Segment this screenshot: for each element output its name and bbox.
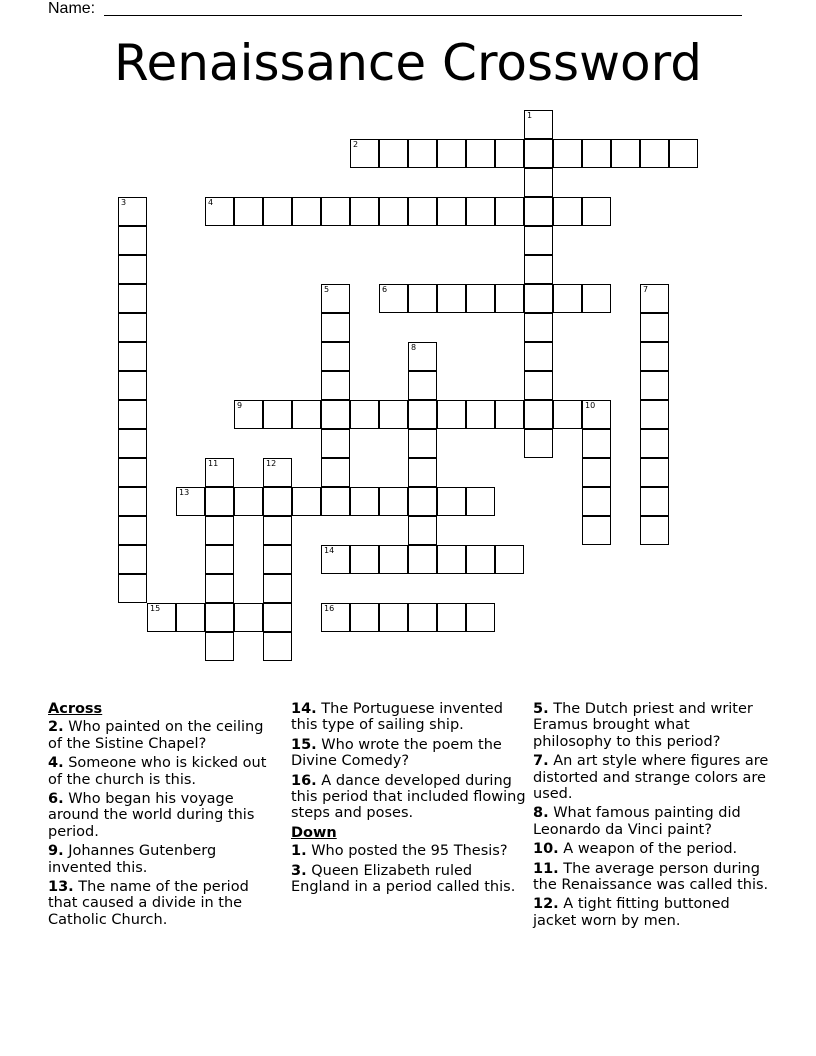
crossword-cell[interactable] — [118, 574, 147, 603]
crossword-cell[interactable] — [408, 545, 437, 574]
clue-item — [533, 896, 769, 929]
crossword-cell[interactable] — [524, 110, 553, 139]
clue-text: The name of the period that caused a divide in the Catholic Church. — [48, 879, 249, 928]
crossword-cell[interactable] — [408, 400, 437, 429]
clue-number: 10 — [585, 401, 596, 410]
crossword-cell[interactable] — [379, 603, 408, 632]
clue-text: Johannes Gutenberg invented this. — [48, 843, 217, 876]
clue-number: 13 — [179, 488, 190, 497]
clue-text: A dance developed during this period that included flowing steps and poses. — [291, 772, 526, 822]
clue-number-label: 1. — [291, 843, 307, 860]
crossword-cell[interactable] — [553, 400, 582, 429]
crossword-cell[interactable] — [263, 545, 292, 574]
crossword-cell[interactable] — [118, 487, 147, 516]
crossword-cell[interactable] — [553, 139, 582, 168]
crossword-cell[interactable] — [553, 197, 582, 226]
clue-item — [291, 843, 527, 859]
clue-item — [533, 701, 769, 750]
clue-number-label: 14. — [291, 701, 317, 717]
clue-number-label: 8. — [533, 805, 549, 822]
crossword-cell[interactable] — [118, 197, 147, 226]
crossword-cell[interactable] — [118, 284, 147, 313]
clue-item — [48, 843, 278, 876]
clue-item — [533, 861, 769, 894]
clue-text: Who began his voyage around the world during this period. — [48, 791, 255, 840]
crossword-cell[interactable] — [640, 284, 669, 313]
crossword-cell[interactable] — [466, 284, 495, 313]
crossword-cell[interactable] — [234, 197, 263, 226]
crossword-cell[interactable] — [408, 487, 437, 516]
crossword-cell[interactable] — [466, 487, 495, 516]
crossword-cell[interactable] — [437, 545, 466, 574]
crossword-cell[interactable] — [524, 371, 553, 400]
crossword-cell[interactable] — [408, 197, 437, 226]
crossword-cell[interactable] — [205, 516, 234, 545]
clue-text: Someone who is kicked out of the church is this. — [48, 755, 267, 788]
crossword-cell[interactable] — [495, 197, 524, 226]
crossword-cell[interactable] — [379, 487, 408, 516]
crossword-cell[interactable] — [582, 197, 611, 226]
clue-text: The Dutch priest and writer Eramus brought what philosophy to this period? — [533, 701, 753, 750]
clue-number: 16 — [324, 604, 335, 613]
crossword-cell[interactable] — [466, 139, 495, 168]
page-title: Renaissance Crossword — [113, 34, 702, 92]
crossword-cell[interactable] — [582, 429, 611, 458]
clue-number-label: 10. — [533, 841, 559, 858]
clue-item — [48, 879, 278, 928]
crossword-cell[interactable] — [466, 603, 495, 632]
crossword-cell[interactable] — [147, 603, 176, 632]
crossword-cell[interactable] — [582, 139, 611, 168]
crossword-cell[interactable] — [408, 342, 437, 371]
crossword-cell[interactable] — [408, 458, 437, 487]
crossword-cell[interactable] — [640, 400, 669, 429]
crossword-cell[interactable] — [321, 545, 350, 574]
down-clue-list — [291, 843, 527, 895]
crossword-cell[interactable] — [408, 284, 437, 313]
clue-item — [291, 701, 527, 734]
crossword-cell[interactable] — [524, 139, 553, 168]
clue-number-label: 3. — [291, 862, 307, 879]
crossword-cell[interactable] — [292, 487, 321, 516]
across-heading: Across — [48, 701, 103, 717]
crossword-cell[interactable] — [263, 632, 292, 661]
crossword-cell[interactable] — [205, 574, 234, 603]
crossword-cell[interactable] — [118, 342, 147, 371]
clue-number-label: 9. — [48, 843, 64, 860]
crossword-cell[interactable] — [582, 284, 611, 313]
clue-number-label: 4. — [48, 755, 64, 772]
crossword-cell[interactable] — [292, 197, 321, 226]
crossword-cell[interactable] — [379, 545, 408, 574]
clue-column-1 — [48, 701, 278, 931]
crossword-cell[interactable] — [495, 545, 524, 574]
crossword-cell[interactable] — [205, 632, 234, 661]
clue-number: 9 — [237, 401, 243, 410]
crossword-cell[interactable] — [495, 284, 524, 313]
crossword-cell[interactable] — [466, 400, 495, 429]
clue-number-label: 13. — [48, 879, 74, 896]
clue-text: Queen Elizabeth ruled England in a period called this. — [291, 862, 516, 896]
crossword-cell[interactable] — [263, 603, 292, 632]
clue-number: 5 — [324, 285, 330, 294]
crossword-cell[interactable] — [495, 400, 524, 429]
crossword-cell[interactable] — [524, 342, 553, 371]
clue-number-label: 15. — [291, 736, 317, 753]
crossword-cell[interactable] — [611, 139, 640, 168]
clue-number-label: 5. — [533, 701, 549, 717]
crossword-cell[interactable] — [321, 371, 350, 400]
crossword-cell[interactable] — [205, 487, 234, 516]
clue-number-label: 16. — [291, 772, 317, 789]
across-clue-list-continued — [291, 701, 527, 822]
crossword-cell[interactable] — [118, 371, 147, 400]
crossword-cell[interactable] — [292, 400, 321, 429]
crossword-cell[interactable] — [321, 487, 350, 516]
clue-text: Who painted on the ceiling of the Sistine Chapel? — [48, 719, 264, 752]
crossword-cell[interactable] — [176, 487, 205, 516]
crossword-cell[interactable] — [437, 400, 466, 429]
crossword-cell[interactable] — [640, 371, 669, 400]
crossword-cell[interactable] — [437, 284, 466, 313]
crossword-cell[interactable] — [350, 197, 379, 226]
crossword-cell[interactable] — [553, 284, 582, 313]
crossword-cell[interactable] — [205, 603, 234, 632]
crossword-cell[interactable] — [524, 429, 553, 458]
crossword-cell[interactable] — [669, 139, 698, 168]
crossword-cell[interactable] — [640, 458, 669, 487]
clue-item — [291, 863, 527, 896]
crossword-cell[interactable] — [582, 516, 611, 545]
crossword-cell[interactable] — [118, 429, 147, 458]
clue-text: Who wrote the poem the Divine Comedy? — [291, 736, 502, 770]
clue-number: 7 — [643, 285, 649, 294]
clue-number-label: 11. — [533, 860, 559, 877]
clue-number-label: 2. — [48, 719, 64, 736]
crossword-cell[interactable] — [350, 400, 379, 429]
crossword-cell[interactable] — [640, 139, 669, 168]
crossword-cell[interactable] — [524, 284, 553, 313]
clue-number-label: 12. — [533, 896, 559, 913]
name-label: Name: — [48, 0, 96, 17]
clue-item — [291, 737, 527, 770]
crossword-cell[interactable] — [524, 168, 553, 197]
clue-number: 14 — [324, 546, 335, 555]
clue-column-3 — [533, 701, 769, 932]
crossword-cell[interactable] — [408, 429, 437, 458]
crossword-cell[interactable] — [205, 458, 234, 487]
clue-item — [48, 755, 278, 788]
crossword-cell[interactable] — [437, 197, 466, 226]
crossword-cell[interactable] — [118, 545, 147, 574]
clue-number: 12 — [266, 459, 277, 468]
crossword-cell[interactable] — [234, 603, 263, 632]
crossword-cell[interactable] — [263, 400, 292, 429]
crossword-cell[interactable] — [379, 197, 408, 226]
clue-number: 6 — [382, 285, 388, 294]
crossword-cell[interactable] — [640, 313, 669, 342]
down-clue-list-continued — [533, 701, 769, 929]
clue-item — [533, 753, 769, 802]
crossword-cell[interactable] — [118, 516, 147, 545]
crossword-cell[interactable] — [321, 603, 350, 632]
crossword-cell[interactable] — [379, 284, 408, 313]
crossword-cell[interactable] — [524, 197, 553, 226]
across-clue-list — [48, 719, 278, 928]
crossword-cell[interactable] — [466, 545, 495, 574]
crossword-cell[interactable] — [350, 139, 379, 168]
clue-item — [48, 791, 278, 840]
crossword-cell[interactable] — [640, 516, 669, 545]
clue-text: The Portuguese invented this type of sailing ship. — [291, 701, 503, 734]
crossword-cell[interactable] — [408, 139, 437, 168]
crossword-cell[interactable] — [118, 458, 147, 487]
clue-number: 2 — [353, 140, 359, 149]
crossword-cell[interactable] — [379, 400, 408, 429]
clue-item — [48, 719, 278, 752]
crossword-cell[interactable] — [321, 400, 350, 429]
crossword-cell[interactable] — [437, 603, 466, 632]
clue-item — [533, 841, 769, 857]
crossword-cell[interactable] — [640, 487, 669, 516]
crossword-cell[interactable] — [205, 197, 234, 226]
crossword-cell[interactable] — [350, 487, 379, 516]
crossword-cell[interactable] — [524, 400, 553, 429]
crossword-cell[interactable] — [640, 429, 669, 458]
crossword-cell[interactable] — [234, 400, 263, 429]
clue-number: 8 — [411, 343, 417, 352]
crossword-cell[interactable] — [582, 487, 611, 516]
crossword-cell[interactable] — [408, 516, 437, 545]
clue-number: 11 — [208, 459, 219, 468]
crossword-cell[interactable] — [640, 342, 669, 371]
crossword-cell[interactable] — [205, 545, 234, 574]
clue-column-2 — [291, 701, 527, 898]
crossword-cell[interactable] — [524, 226, 553, 255]
crossword-cell[interactable] — [263, 458, 292, 487]
crossword-cell[interactable] — [350, 603, 379, 632]
crossword-cell[interactable] — [524, 313, 553, 342]
crossword-cell[interactable] — [118, 255, 147, 284]
crossword-cell[interactable] — [234, 487, 263, 516]
crossword-cell[interactable] — [176, 603, 205, 632]
crossword-cell[interactable] — [263, 197, 292, 226]
clue-text: Who posted the 95 Thesis? — [306, 843, 508, 860]
down-heading: Down — [291, 824, 337, 841]
crossword-cell[interactable] — [263, 487, 292, 516]
crossword-cell[interactable] — [321, 197, 350, 226]
crossword-cell[interactable] — [263, 574, 292, 603]
crossword-cell[interactable] — [321, 284, 350, 313]
crossword-cell[interactable] — [321, 458, 350, 487]
clue-text: A tight fitting buttoned jacket worn by men. — [533, 896, 730, 929]
crossword-cell[interactable] — [582, 400, 611, 429]
crossword-cell[interactable] — [582, 458, 611, 487]
clue-number-label: 7. — [533, 753, 549, 770]
crossword-cell[interactable] — [437, 487, 466, 516]
crossword-cell[interactable] — [524, 255, 553, 284]
crossword-cell[interactable] — [118, 226, 147, 255]
clue-text: An art style where figures are distorted and strange colors are used. — [533, 753, 769, 803]
clue-item — [291, 773, 527, 822]
crossword-cell[interactable] — [495, 139, 524, 168]
crossword-cell[interactable] — [118, 400, 147, 429]
crossword-cell[interactable] — [437, 139, 466, 168]
clue-number-label: 6. — [48, 791, 64, 808]
crossword-cell[interactable] — [466, 197, 495, 226]
clue-number: 1 — [527, 111, 533, 120]
crossword-cell[interactable] — [321, 429, 350, 458]
clue-number: 3 — [121, 198, 127, 207]
crossword-cell[interactable] — [350, 545, 379, 574]
crossword-cell[interactable] — [379, 139, 408, 168]
crossword-cell[interactable] — [118, 313, 147, 342]
clue-item — [533, 805, 769, 838]
crossword-cell[interactable] — [321, 342, 350, 371]
crossword-cell[interactable] — [321, 313, 350, 342]
clue-text: What famous painting did Leonardo da Vinci paint? — [533, 805, 741, 838]
crossword-cell[interactable] — [263, 516, 292, 545]
crossword-cell[interactable] — [408, 603, 437, 632]
clue-text: The average person during the Renaissance was called this. — [533, 860, 769, 894]
clue-text: A weapon of the period. — [558, 841, 738, 858]
crossword-cell[interactable] — [408, 371, 437, 400]
clue-number: 4 — [208, 198, 214, 207]
clue-number: 15 — [150, 604, 161, 613]
